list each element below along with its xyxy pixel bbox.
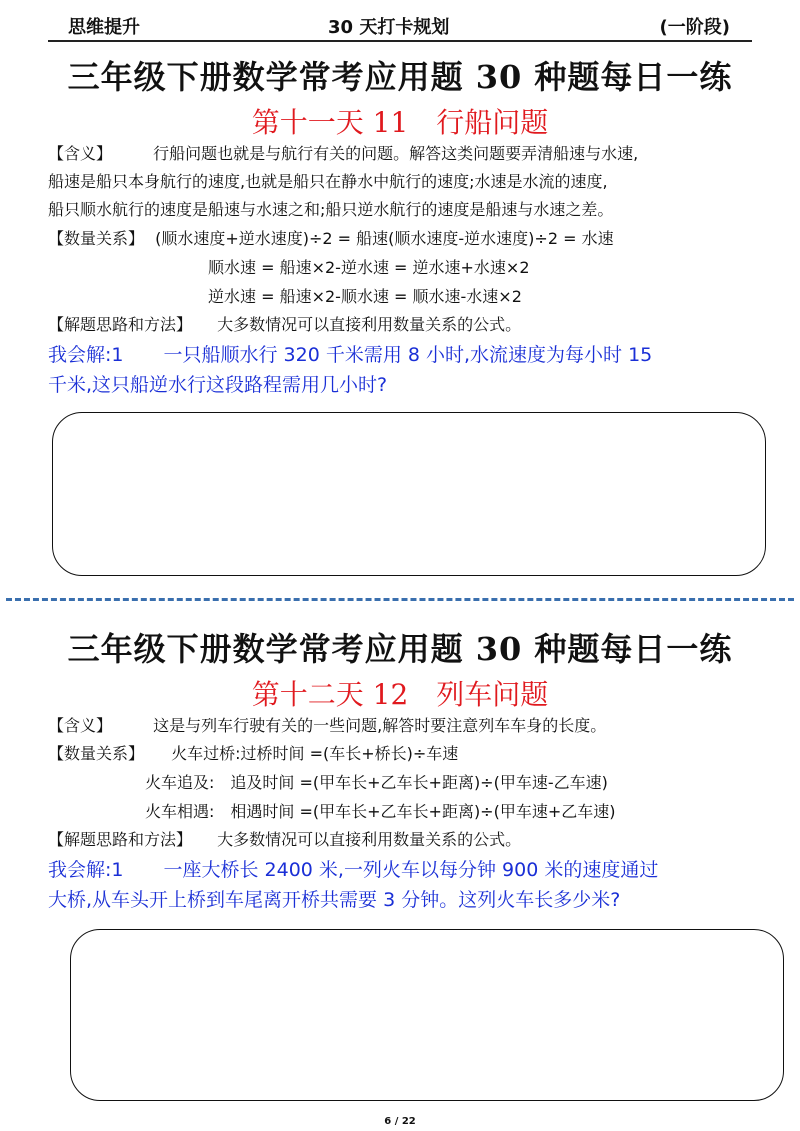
section-1-relation-line: 顺水速 = 船速×2-逆水速 = 逆水速+水速×2 [208, 258, 530, 277]
section-2-meaning-line [48, 714, 770, 738]
section-1-meaning-line: 船速是船只本身航行的速度,也就是船只在静水中航行的速度;水速是水流的速度, [48, 172, 608, 191]
answer-box-1[interactable] [52, 412, 766, 576]
meaning-text: 这是与列车行驶有关的一些问题,解答时要注意列车车身的长度。 [153, 716, 607, 735]
header-center: 30 天打卡规划 [328, 17, 450, 38]
meaning-tag: 【含义】 [48, 144, 113, 163]
problem-label: 我会解:1 [48, 344, 124, 366]
problem-text: 一座大桥长 2400 米,一列火车以每分钟 900 米的速度通过 [163, 859, 659, 881]
method-text: 大多数情况可以直接利用数量关系的公式。 [217, 830, 522, 849]
section-1-meaning-line [48, 142, 770, 166]
meaning-tag: 【含义】 [48, 716, 113, 735]
method-tag: 【解题思路和方法】 [48, 315, 193, 334]
section-1-day-title: 第十一天 11 行船问题 [251, 106, 549, 139]
section-2-method-line [48, 828, 770, 852]
meaning-text: 行船问题也就是与航行有关的问题。解答这类问题要弄清船速与水速, [153, 144, 639, 163]
relation-tag: 【数量关系】 [48, 229, 145, 248]
section-1-method-line [48, 313, 770, 337]
section-2-relation-line: 火车追及: 追及时间 =(甲车长+乙车长+距离)÷(甲车速-乙车速) [145, 773, 608, 792]
header-left: 思维提升 [68, 17, 140, 38]
problem-text-line-2: 千米,这只船逆水行这段路程需用几小时? [48, 374, 388, 396]
section-1-relation-line [48, 227, 770, 251]
dashed-divider [6, 598, 794, 601]
section-1-meaning-line: 船只顺水航行的速度是船速与水速之和;船只逆水航行的速度是船速与水速之差。 [48, 200, 614, 219]
section-2-relation-line [48, 742, 770, 766]
page-number: 6 / 22 [384, 1116, 416, 1127]
page-header [48, 10, 752, 42]
section-1-main-title: 三年级下册数学常考应用题 30 种题每日一练 [67, 58, 733, 96]
relation-tag: 【数量关系】 [48, 744, 145, 763]
header-right: (一阶段) [659, 17, 730, 38]
method-text: 大多数情况可以直接利用数量关系的公式。 [217, 315, 522, 334]
section-2-day-title: 第十二天 12 列车问题 [251, 678, 549, 711]
method-tag: 【解题思路和方法】 [48, 830, 193, 849]
section-2-main-title: 三年级下册数学常考应用题 30 种题每日一练 [67, 630, 733, 668]
problem-text-line-2: 大桥,从车头开上桥到车尾离开桥共需要 3 分钟。这列火车长多少米? [48, 889, 621, 911]
relation-text: 火车过桥:过桥时间 =(车长+桥长)÷车速 [171, 744, 459, 763]
section-2-relation-line: 火车相遇: 相遇时间 =(甲车长+乙车长+距离)÷(甲车速+乙车速) [145, 802, 616, 821]
section-1-problem [48, 340, 768, 400]
section-1-relation-line: 逆水速 = 船速×2-顺水速 = 顺水速-水速×2 [208, 287, 522, 306]
relation-text: (顺水速度+逆水速度)÷2 = 船速(顺水速度-逆水速度)÷2 = 水速 [155, 229, 614, 248]
problem-text: 一只船顺水行 320 千米需用 8 小时,水流速度为每小时 15 [163, 344, 653, 366]
answer-box-2[interactable] [70, 929, 784, 1101]
problem-label: 我会解:1 [48, 859, 124, 881]
section-2-problem [48, 855, 768, 915]
